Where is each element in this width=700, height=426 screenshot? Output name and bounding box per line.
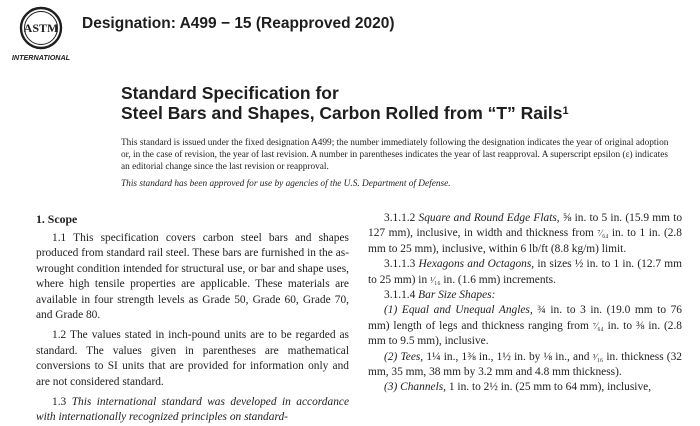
item-number: 3.1.1.2 bbox=[384, 212, 419, 224]
designation: Designation: A499 − 15 (Reapproved 2020) bbox=[82, 15, 395, 32]
issuance-notice: This standard is issued under the fixed designation A499; the number immediately following the designation indicates the year of original adoption or, in the case of revision, the year of last revision. A number in parentheses indicates the year of last reapproval. A superscript epsilon (ε) indicates an editorial change since the last revision or reapproval. bbox=[121, 138, 669, 173]
item-text: 1¼ in., 1⅜ in., 1½ in. by ⅛ in., and bbox=[423, 350, 593, 363]
item-channels bbox=[368, 380, 682, 395]
item-number: 3.1.1.4 bbox=[384, 289, 419, 302]
item-3-1-1-2 bbox=[368, 211, 682, 257]
item-angles bbox=[368, 303, 682, 349]
item-number: (3) bbox=[384, 381, 401, 394]
item-fraction: ¹⁄₁₆ bbox=[430, 274, 441, 285]
right-column bbox=[368, 211, 682, 396]
item-title: Bar Size Shapes: bbox=[418, 289, 496, 302]
item-number: (2) bbox=[384, 350, 401, 363]
paragraph-1-1: 1.1 This specification covers carbon steel bars and shapes produced from standard rail steel. These bars are furnished in the as-wrought condition intended for structural use, or bar and shape uses, where high tensile properties are applicable. These materials are available in four strength levels as Grade 50, Grade 60, Grade 70, and Grade 80. bbox=[36, 232, 349, 322]
paragraph-1-3-text: This international standard was developed in accordance with internationally recognized principles on standard- bbox=[36, 396, 349, 424]
paragraph-1-3-number: 1.3 bbox=[52, 396, 72, 409]
item-number: (1) bbox=[384, 304, 402, 317]
astm-logo bbox=[10, 4, 72, 64]
item-title: Channels, bbox=[400, 381, 447, 394]
left-column bbox=[36, 211, 349, 426]
title-main-text: Steel Bars and Shapes, Carbon Rolled from “T” Rails bbox=[121, 103, 563, 123]
paragraph-1-3 bbox=[36, 395, 349, 426]
logo-text: ASTM bbox=[23, 21, 59, 35]
dod-approval-note: This standard has been approved for use by agencies of the U.S. Department of Defense. bbox=[121, 179, 451, 189]
paragraph-1-2: 1.2 The values stated in inch-pound units are to be regarded as standard. The values given in parentheses are mathematical conversions to SI units that are provided for information only and are not considered standard. bbox=[36, 329, 349, 388]
item-text: in sizes ½ in. to 1 in. (12.7 mm to 25 mm) in bbox=[368, 258, 683, 286]
item-text: in. to 5 in. (15.9 mm to 127 mm), inclusive, in width and thickness from bbox=[368, 212, 683, 240]
item-tees bbox=[368, 350, 682, 381]
item-fraction: ⅝ bbox=[559, 212, 572, 224]
section-heading-scope: 1. Scope bbox=[36, 212, 78, 226]
title-line-1: Standard Specification for bbox=[121, 83, 339, 103]
title-footnote-mark: 1 bbox=[562, 105, 569, 117]
item-title: Equal and Unequal Angles, bbox=[401, 304, 533, 317]
item-title: Hexagons and Octagons, bbox=[418, 258, 535, 271]
item-text: in. to ⅜ in. (2.8 mm to 9.5 mm), inclusive. bbox=[368, 319, 682, 348]
item-text: in. (1.6 mm) increments. bbox=[440, 273, 556, 286]
item-fraction: ⁷⁄₆₄ bbox=[597, 228, 609, 239]
item-title: Square and Round Edge Flats, bbox=[418, 212, 560, 224]
title-block bbox=[121, 83, 569, 123]
item-number: 3.1.1.3 bbox=[384, 258, 419, 271]
item-text: in. thickness (32 mm, 35 mm, 38 mm by 3.2 mm and 4.8 mm thickness). bbox=[368, 350, 682, 379]
item-3-1-1-3 bbox=[368, 257, 682, 288]
title-line-2 bbox=[121, 103, 569, 123]
item-3-1-1-4 bbox=[368, 288, 682, 303]
item-text: in. to 1 in. (2.8 mm to 25 mm), inclusive, within 6 lb/ft (8.8 kg/m) limit. bbox=[368, 227, 682, 255]
item-text: 1 in. to 2½ in. (25 mm to 64 mm), inclusive, bbox=[446, 381, 652, 394]
item-title: Tees, bbox=[400, 350, 424, 363]
logo-subtext: INTERNATIONAL bbox=[11, 53, 71, 62]
item-fraction: ⁷⁄₆₄ bbox=[592, 320, 604, 331]
item-fraction: ³⁄₁₆ bbox=[592, 351, 604, 362]
item-text: ¾ in. to 3 in. (19.0 mm to 76 mm) length of legs and thickness ranging from bbox=[368, 304, 682, 332]
